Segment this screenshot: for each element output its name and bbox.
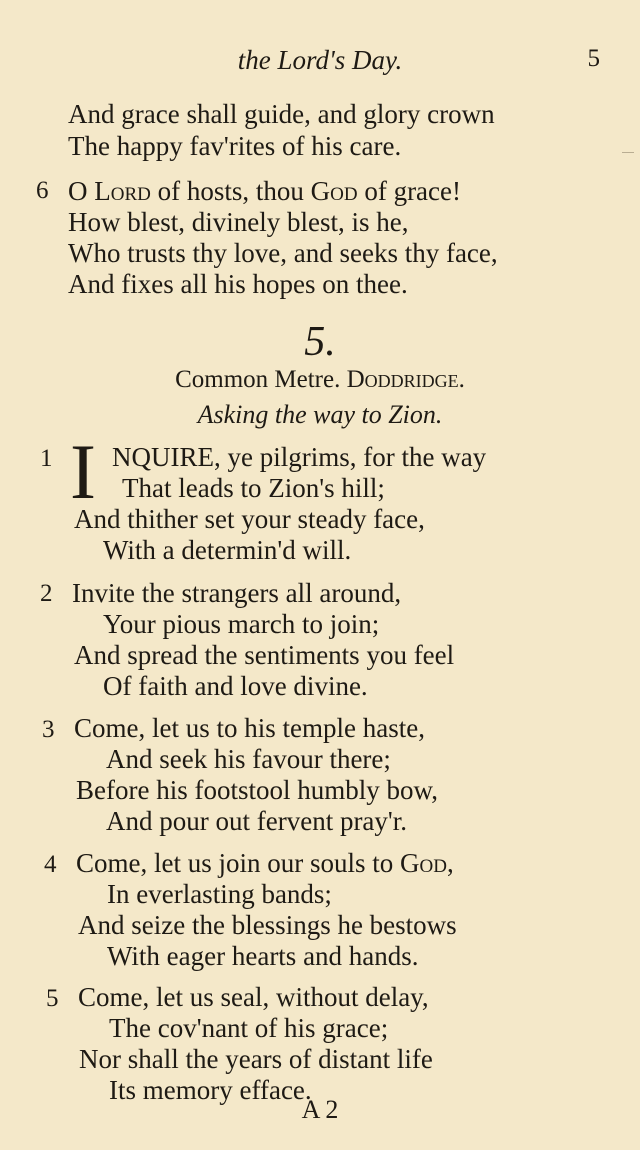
verse-line: And seek his favour there; xyxy=(106,744,391,774)
divine-name: Lord xyxy=(94,176,151,206)
signature-mark: A 2 xyxy=(301,1095,339,1124)
verse-line: Who trusts thy love, and seeks thy face, xyxy=(68,238,498,268)
running-head: the Lord's Day. xyxy=(237,45,403,75)
margin-mark xyxy=(622,152,634,153)
verse-line: Nor shall the years of distant life xyxy=(79,1044,433,1074)
verse-line: Come, let us seal, without delay, xyxy=(78,982,429,1012)
hymn-subtitle: Asking the way to Zion. xyxy=(197,400,443,429)
verse-line: Of faith and love divine. xyxy=(103,671,368,701)
verse-line: And spread the sentiments you feel xyxy=(74,640,455,670)
verse-line: That leads to Zion's hill; xyxy=(122,473,385,503)
stanza-number: 1 xyxy=(40,445,53,472)
verse-line: And thither set your steady face, xyxy=(74,504,425,534)
stanza-number: 4 xyxy=(44,851,57,878)
verse-line: Its memory efface. xyxy=(109,1075,312,1105)
hymn-number: 5. xyxy=(304,319,336,365)
verse-line: The cov'nant of his grace; xyxy=(109,1013,389,1043)
hymn-meter: Common Metre. Doddridge. xyxy=(175,366,465,393)
verse-line: In everlasting bands; xyxy=(107,879,332,909)
drop-cap: I xyxy=(70,428,96,515)
hymn-author: Doddridge. xyxy=(346,366,465,393)
verse-line: Invite the strangers all around, xyxy=(72,578,402,608)
stanza-number: 6 xyxy=(36,177,49,204)
stanza-number: 3 xyxy=(42,716,55,743)
divine-name: God xyxy=(310,176,358,206)
verse-line: With eager hearts and hands. xyxy=(107,941,419,971)
verse-line: NQUIRE, ye pilgrims, for the way xyxy=(112,442,487,472)
verse-line: And seize the blessings he bestows xyxy=(78,910,457,940)
verse-line: Come, let us join our souls to God, xyxy=(76,848,454,878)
verse-line: And pour out fervent pray'r. xyxy=(106,806,408,836)
divine-name: God xyxy=(400,848,447,878)
stanza-number: 2 xyxy=(40,580,53,607)
verse-line: Before his footstool humbly bow, xyxy=(76,775,438,805)
verse-line: And grace shall guide, and glory crown xyxy=(68,99,495,129)
verse-line: How blest, divinely blest, is he, xyxy=(68,207,409,237)
page-number: 5 xyxy=(587,45,600,72)
verse-line: And fixes all his hopes on thee. xyxy=(68,269,408,299)
verse-line: The happy fav'rites of his care. xyxy=(68,131,402,161)
verse-line: Your pious march to join; xyxy=(103,609,380,639)
verse-line: Come, let us to his temple haste, xyxy=(74,713,425,743)
verse-line: O Lord of hosts, thou God of grace! xyxy=(68,176,462,206)
stanza-number: 5 xyxy=(46,985,59,1012)
verse-line: With a determin'd will. xyxy=(103,535,352,565)
